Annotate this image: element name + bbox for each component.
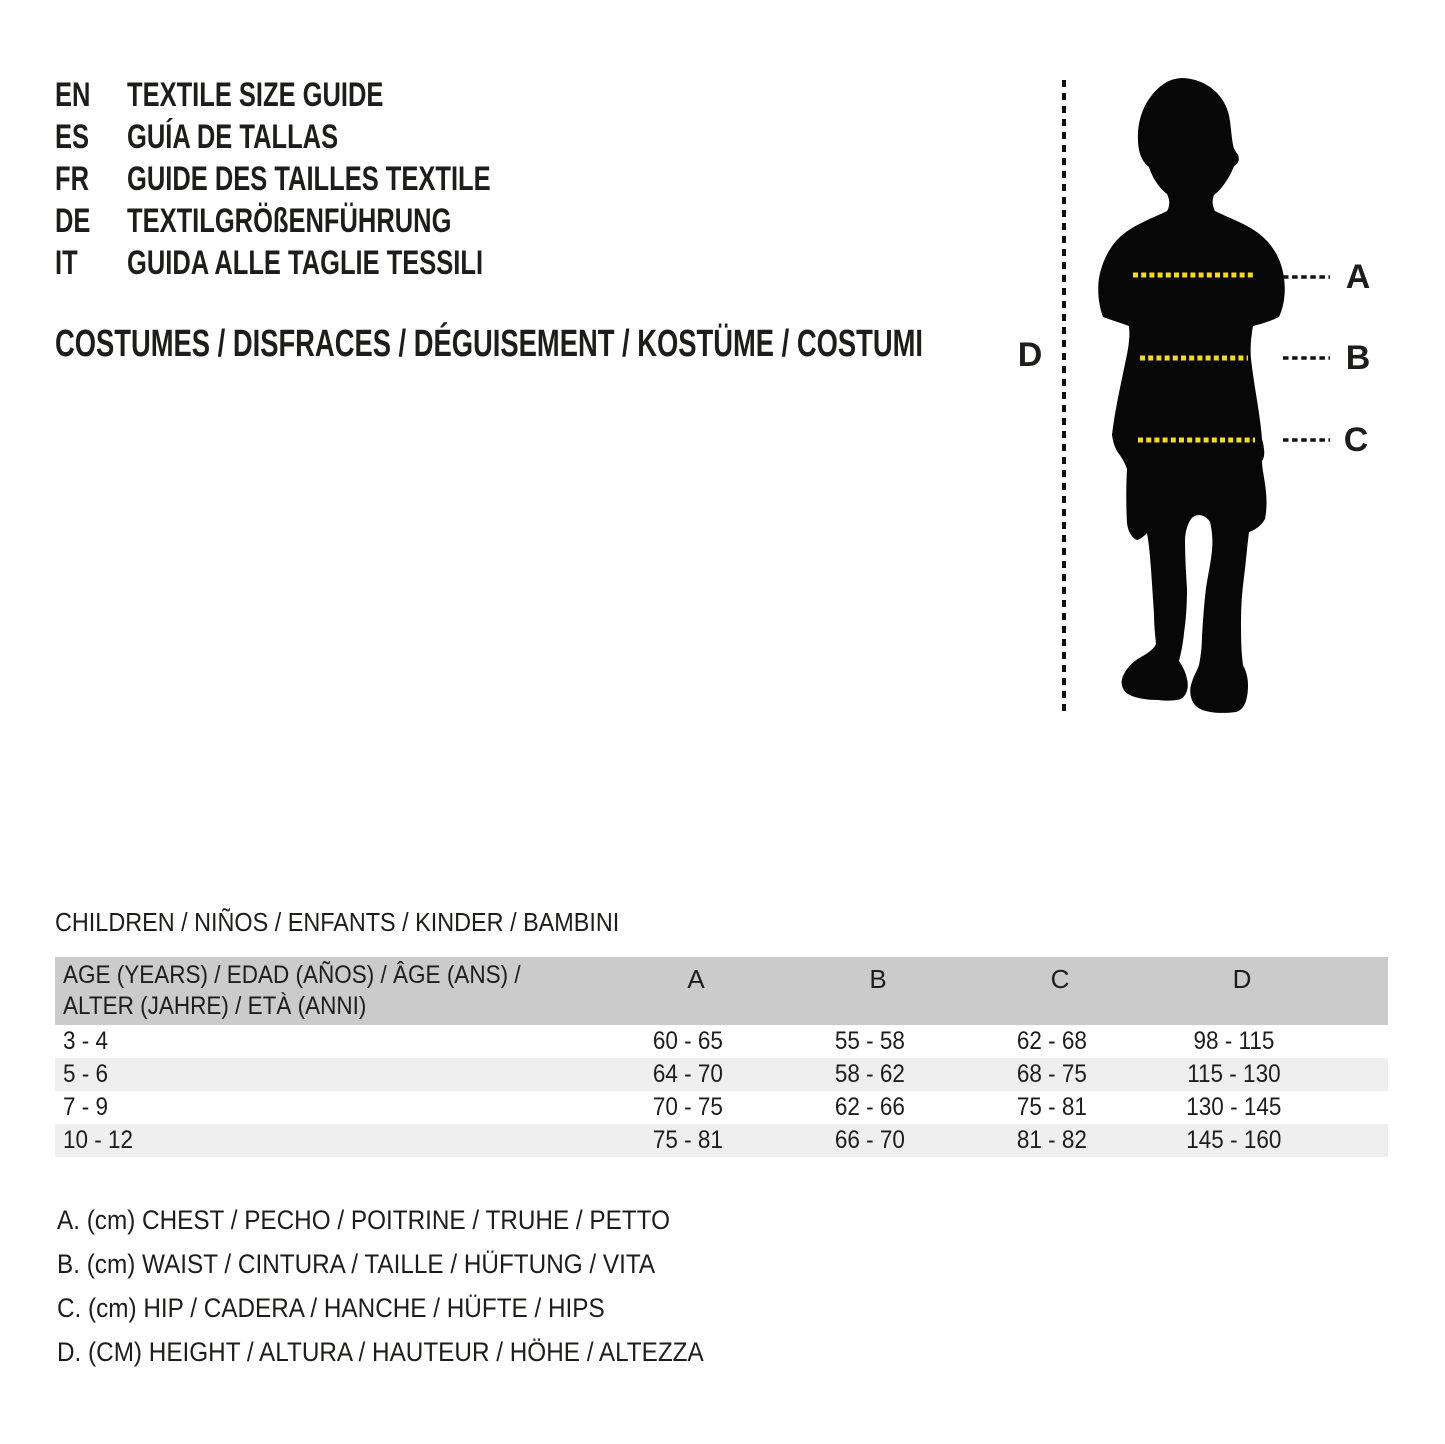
child-silhouette-figure xyxy=(980,55,1400,735)
language-guide-title: TEXTILE SIZE GUIDE xyxy=(127,76,384,114)
column-header-c: C xyxy=(1050,964,1070,994)
measurement-legend xyxy=(57,1198,776,1374)
age-cell: 3 - 4 xyxy=(63,1027,109,1055)
age-column-label-line1: AGE (YEARS) / EDAD (AÑOS) / ÂGE (ANS) / xyxy=(63,961,521,989)
child-silhouette xyxy=(1098,78,1285,713)
cell-b: 66 - 70 xyxy=(834,1126,906,1154)
column-header-a: A xyxy=(687,964,705,994)
cell-a: 70 - 75 xyxy=(652,1093,724,1121)
age-column-label-line2: ALTER (JAHRE) / ETÀ (ANNI) xyxy=(63,992,367,1020)
language-guide-title: GUIDE DES TAILLES TEXTILE xyxy=(127,160,491,198)
cell-c: 68 - 75 xyxy=(1016,1060,1088,1088)
label-hip-c: C xyxy=(1343,421,1369,459)
legend-item-chest xyxy=(57,1198,776,1242)
age-column-label xyxy=(63,960,571,1022)
legend-item-hip-text: C. (cm) HIP / CADERA / HANCHE / HÜFTE / HIPS xyxy=(57,1293,605,1323)
cell-c: 62 - 68 xyxy=(1016,1027,1088,1055)
language-row xyxy=(55,158,612,200)
cell-b: 62 - 66 xyxy=(834,1093,906,1121)
cell-a: 60 - 65 xyxy=(652,1027,724,1055)
cell-c: 81 - 82 xyxy=(1016,1126,1088,1154)
age-cell: 10 - 12 xyxy=(63,1126,134,1154)
language-code: EN xyxy=(55,76,91,114)
section-title-children xyxy=(55,906,682,938)
category-heading-text: COSTUMES / DISFRACES / DÉGUISEMENT / KOSTÜME / COSTUMI xyxy=(55,323,923,365)
cell-a: 64 - 70 xyxy=(652,1060,724,1088)
language-row xyxy=(55,74,612,116)
cell-d: 98 - 115 xyxy=(1193,1027,1275,1055)
language-row xyxy=(55,242,612,284)
cell-a: 75 - 81 xyxy=(652,1126,724,1154)
legend-item-chest-text: A. (cm) CHEST / PECHO / POITRINE / TRUHE / PETTO xyxy=(57,1205,670,1235)
table-row xyxy=(55,1091,1388,1124)
label-height-d: D xyxy=(1017,336,1043,374)
label-waist-b: B xyxy=(1345,339,1371,377)
table-row xyxy=(55,1124,1388,1157)
language-code: IT xyxy=(55,244,78,282)
column-header-b: B xyxy=(869,964,887,994)
age-cell: 5 - 6 xyxy=(63,1060,109,1088)
language-row xyxy=(55,200,612,242)
legend-item-waist xyxy=(57,1242,776,1286)
section-title-text: CHILDREN / NIÑOS / ENFANTS / KINDER / BAMBINI xyxy=(55,907,620,937)
cell-c: 75 - 81 xyxy=(1016,1093,1088,1121)
language-title-block xyxy=(55,74,612,284)
label-chest-a: A xyxy=(1345,258,1371,296)
legend-item-hip xyxy=(57,1286,776,1330)
language-code: DE xyxy=(55,202,91,240)
cell-d: 145 - 160 xyxy=(1186,1126,1282,1154)
language-guide-title: GUIDA ALLE TAGLIE TESSILI xyxy=(127,244,484,282)
legend-item-height-text: D. (CM) HEIGHT / ALTURA / HAUTEUR / HÖHE / ALTEZZA xyxy=(57,1337,704,1367)
language-row xyxy=(55,116,612,158)
cell-d: 115 - 130 xyxy=(1187,1060,1281,1088)
age-cell: 7 - 9 xyxy=(63,1093,109,1121)
legend-item-height xyxy=(57,1330,776,1374)
cell-d: 130 - 145 xyxy=(1186,1093,1282,1121)
language-code: FR xyxy=(55,160,89,198)
table-row xyxy=(55,1025,1388,1058)
column-header-d: D xyxy=(1232,964,1252,994)
language-guide-title: TEXTILGRÖßENFÜHRUNG xyxy=(127,202,452,240)
language-guide-title: GUÍA DE TALLAS xyxy=(127,118,339,156)
language-code: ES xyxy=(55,118,90,156)
table-row xyxy=(55,1058,1388,1091)
legend-item-waist-text: B. (cm) WAIST / CINTURA / TAILLE / HÜFTUNG / VITA xyxy=(57,1249,656,1279)
size-table-header xyxy=(55,957,1388,1025)
size-table xyxy=(55,957,1388,1157)
cell-b: 58 - 62 xyxy=(834,1060,906,1088)
cell-b: 55 - 58 xyxy=(834,1027,906,1055)
